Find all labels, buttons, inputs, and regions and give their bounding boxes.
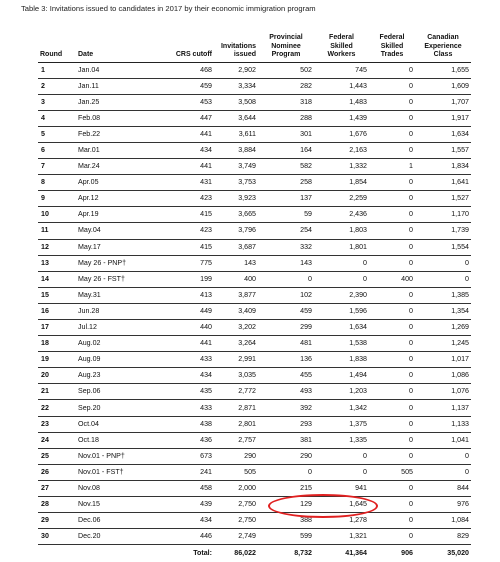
crs-cell: 775 [164, 255, 214, 271]
invitations-cell: 3,665 [214, 207, 258, 223]
cec-cell: 1,084 [415, 513, 471, 529]
crs-cell: 433 [164, 352, 214, 368]
fsw-cell: 1,538 [314, 336, 369, 352]
fst-cell: 0 [369, 320, 415, 336]
date-cell: May.04 [76, 223, 164, 239]
crs-cell: 415 [164, 207, 214, 223]
table-body [38, 62, 471, 545]
total-label: Total: [193, 549, 212, 558]
table-row [38, 513, 471, 529]
cec-cell: 1,017 [415, 352, 471, 368]
fsw-cell: 1,494 [314, 368, 369, 384]
fst-cell: 0 [369, 94, 415, 110]
fst-cell: 0 [369, 352, 415, 368]
cec-cell: 1,641 [415, 175, 471, 191]
invitations-cell: 3,202 [214, 320, 258, 336]
crs-cell: 415 [164, 239, 214, 255]
fst-cell: 400 [369, 271, 415, 287]
crs-cell: 436 [164, 432, 214, 448]
crs-cell: 434 [164, 142, 214, 158]
table-row [38, 480, 471, 496]
invitations-table [38, 18, 471, 562]
invitations-cell: 400 [214, 271, 258, 287]
invitations-cell: 2,801 [214, 416, 258, 432]
round-cell: 4 [38, 110, 76, 126]
fst-cell: 0 [369, 513, 415, 529]
cec-cell: 1,707 [415, 94, 471, 110]
invitations-cell: 143 [214, 255, 258, 271]
crs-cell: 468 [164, 62, 214, 78]
pnp-cell: 293 [258, 416, 314, 432]
fst-cell: 0 [369, 448, 415, 464]
date-cell: Aug.23 [76, 368, 164, 384]
table-row [38, 126, 471, 142]
round-cell: 1 [38, 62, 76, 78]
fsw-cell: 1,645 [314, 497, 369, 513]
header-cec: Canadian Experience Class [424, 34, 462, 59]
header-invitations: Invitations issued [220, 42, 256, 59]
pnp-cell: 582 [258, 159, 314, 175]
fsw-cell: 2,163 [314, 142, 369, 158]
header-row [38, 18, 471, 62]
invitations-cell: 3,884 [214, 142, 258, 158]
round-cell: 8 [38, 175, 76, 191]
table-row [38, 159, 471, 175]
total-pnp: 8,732 [294, 549, 312, 558]
pnp-cell: 258 [258, 175, 314, 191]
fsw-cell: 1,342 [314, 400, 369, 416]
pnp-cell: 254 [258, 223, 314, 239]
fsw-cell: 1,596 [314, 303, 369, 319]
date-cell: Sep.06 [76, 384, 164, 400]
table-caption: Table 3: Invitations issued to candidates in 2017 by their economic immigration program [21, 4, 316, 13]
round-cell: 10 [38, 207, 76, 223]
round-cell: 11 [38, 223, 76, 239]
pnp-cell: 0 [258, 271, 314, 287]
cec-cell: 844 [415, 480, 471, 496]
invitations-cell: 3,644 [214, 110, 258, 126]
fst-cell: 0 [369, 191, 415, 207]
table-row [38, 448, 471, 464]
cec-cell: 1,834 [415, 159, 471, 175]
fst-cell: 1 [369, 159, 415, 175]
date-cell: Apr.05 [76, 175, 164, 191]
pnp-cell: 388 [258, 513, 314, 529]
date-cell: Feb.22 [76, 126, 164, 142]
fst-cell: 0 [369, 223, 415, 239]
date-cell: May 26 - PNP† [76, 255, 164, 271]
round-cell: 17 [38, 320, 76, 336]
round-cell: 2 [38, 78, 76, 94]
fsw-cell: 1,278 [314, 513, 369, 529]
date-cell: Mar.01 [76, 142, 164, 158]
header-round: Round [40, 51, 63, 59]
pnp-cell: 102 [258, 287, 314, 303]
table-row [38, 255, 471, 271]
round-cell: 28 [38, 497, 76, 513]
date-cell: Aug.09 [76, 352, 164, 368]
cec-cell: 1,133 [415, 416, 471, 432]
cec-cell: 1,609 [415, 78, 471, 94]
fst-cell: 0 [369, 110, 415, 126]
fsw-cell: 941 [314, 480, 369, 496]
fsw-cell: 1,443 [314, 78, 369, 94]
cec-cell: 1,245 [415, 336, 471, 352]
table-row [38, 287, 471, 303]
invitations-cell: 3,796 [214, 223, 258, 239]
fsw-cell: 1,332 [314, 159, 369, 175]
round-cell: 19 [38, 352, 76, 368]
date-cell: Jan.04 [76, 62, 164, 78]
fsw-cell: 0 [314, 448, 369, 464]
crs-cell: 434 [164, 368, 214, 384]
total-cec: 35,020 [447, 549, 469, 558]
date-cell: Feb.08 [76, 110, 164, 126]
round-cell: 22 [38, 400, 76, 416]
fst-cell: 0 [369, 480, 415, 496]
table-row [38, 303, 471, 319]
cec-cell: 1,385 [415, 287, 471, 303]
date-cell: Mar.24 [76, 159, 164, 175]
pnp-cell: 59 [258, 207, 314, 223]
fsw-cell: 1,676 [314, 126, 369, 142]
fst-cell: 0 [369, 239, 415, 255]
fst-cell: 505 [369, 464, 415, 480]
cec-cell: 1,269 [415, 320, 471, 336]
crs-cell: 423 [164, 223, 214, 239]
pnp-cell: 164 [258, 142, 314, 158]
header-crs: CRS cutoff [175, 51, 212, 59]
fsw-cell: 1,321 [314, 529, 369, 545]
invitations-cell: 2,750 [214, 497, 258, 513]
invitations-cell: 3,264 [214, 336, 258, 352]
fsw-cell: 1,854 [314, 175, 369, 191]
cec-cell: 829 [415, 529, 471, 545]
fst-cell: 0 [369, 175, 415, 191]
pnp-cell: 318 [258, 94, 314, 110]
invitations-cell: 2,902 [214, 62, 258, 78]
table-row [38, 384, 471, 400]
date-cell: Apr.19 [76, 207, 164, 223]
pnp-cell: 301 [258, 126, 314, 142]
header-date: Date [78, 51, 94, 59]
fsw-cell: 2,390 [314, 287, 369, 303]
table-row [38, 464, 471, 480]
date-cell: Jun.28 [76, 303, 164, 319]
fsw-cell: 1,803 [314, 223, 369, 239]
invitations-cell: 3,334 [214, 78, 258, 94]
cec-cell: 0 [415, 464, 471, 480]
table-row [38, 432, 471, 448]
date-cell: Jul.12 [76, 320, 164, 336]
cec-cell: 1,170 [415, 207, 471, 223]
fst-cell: 0 [369, 368, 415, 384]
fsw-cell: 745 [314, 62, 369, 78]
crs-cell: 449 [164, 303, 214, 319]
pnp-cell: 137 [258, 191, 314, 207]
crs-cell: 453 [164, 94, 214, 110]
table-row [38, 239, 471, 255]
round-cell: 15 [38, 287, 76, 303]
table-row [38, 320, 471, 336]
table-row [38, 142, 471, 158]
table-row [38, 110, 471, 126]
fsw-cell: 1,375 [314, 416, 369, 432]
crs-cell: 434 [164, 513, 214, 529]
table-row [38, 207, 471, 223]
pnp-cell: 282 [258, 78, 314, 94]
date-cell: Aug.02 [76, 336, 164, 352]
cec-cell: 1,354 [415, 303, 471, 319]
cec-cell: 1,557 [415, 142, 471, 158]
cec-cell: 1,917 [415, 110, 471, 126]
pnp-cell: 392 [258, 400, 314, 416]
invitations-cell: 2,000 [214, 480, 258, 496]
cec-cell: 1,554 [415, 239, 471, 255]
cec-cell: 0 [415, 271, 471, 287]
cec-cell: 1,137 [415, 400, 471, 416]
cec-cell: 0 [415, 255, 471, 271]
crs-cell: 413 [164, 287, 214, 303]
round-cell: 24 [38, 432, 76, 448]
round-cell: 27 [38, 480, 76, 496]
round-cell: 30 [38, 529, 76, 545]
round-cell: 7 [38, 159, 76, 175]
invitations-cell: 3,611 [214, 126, 258, 142]
cec-cell: 1,655 [415, 62, 471, 78]
table-row [38, 352, 471, 368]
invitations-cell: 3,508 [214, 94, 258, 110]
cec-cell: 1,041 [415, 432, 471, 448]
table-row [38, 191, 471, 207]
cec-cell: 976 [415, 497, 471, 513]
round-cell: 18 [38, 336, 76, 352]
round-cell: 16 [38, 303, 76, 319]
round-cell: 26 [38, 464, 76, 480]
cec-cell: 0 [415, 448, 471, 464]
cec-cell: 1,634 [415, 126, 471, 142]
invitations-cell: 3,923 [214, 191, 258, 207]
pnp-cell: 502 [258, 62, 314, 78]
pnp-cell: 381 [258, 432, 314, 448]
crs-cell: 423 [164, 191, 214, 207]
table-row [38, 223, 471, 239]
crs-cell: 199 [164, 271, 214, 287]
date-cell: Nov.01 - FST† [76, 464, 164, 480]
fst-cell: 0 [369, 287, 415, 303]
round-cell: 25 [38, 448, 76, 464]
invitations-cell: 3,409 [214, 303, 258, 319]
pnp-cell: 332 [258, 239, 314, 255]
fsw-cell: 2,436 [314, 207, 369, 223]
table-row [38, 368, 471, 384]
crs-cell: 438 [164, 416, 214, 432]
date-cell: Jan.11 [76, 78, 164, 94]
fst-cell: 0 [369, 126, 415, 142]
fsw-cell: 1,203 [314, 384, 369, 400]
fst-cell: 0 [369, 303, 415, 319]
pnp-cell: 481 [258, 336, 314, 352]
pnp-cell: 299 [258, 320, 314, 336]
date-cell: Apr.12 [76, 191, 164, 207]
invitations-cell: 3,877 [214, 287, 258, 303]
fsw-cell: 1,335 [314, 432, 369, 448]
crs-cell: 440 [164, 320, 214, 336]
invitations-cell: 2,750 [214, 513, 258, 529]
table-row [38, 175, 471, 191]
table-row [38, 271, 471, 287]
fst-cell: 0 [369, 432, 415, 448]
round-cell: 20 [38, 368, 76, 384]
round-cell: 13 [38, 255, 76, 271]
invitations-cell: 505 [214, 464, 258, 480]
table-row [38, 416, 471, 432]
crs-cell: 447 [164, 110, 214, 126]
invitations-cell: 2,757 [214, 432, 258, 448]
invitations-cell: 290 [214, 448, 258, 464]
pnp-cell: 215 [258, 480, 314, 496]
fsw-cell: 0 [314, 464, 369, 480]
fsw-cell: 1,439 [314, 110, 369, 126]
table-row [38, 529, 471, 545]
date-cell: May 26 - FST† [76, 271, 164, 287]
pnp-cell: 290 [258, 448, 314, 464]
date-cell: Nov.15 [76, 497, 164, 513]
date-cell: Nov.08 [76, 480, 164, 496]
table-row [38, 497, 471, 513]
pnp-cell: 143 [258, 255, 314, 271]
cec-cell: 1,739 [415, 223, 471, 239]
fst-cell: 0 [369, 416, 415, 432]
fsw-cell: 1,634 [314, 320, 369, 336]
table-row [38, 400, 471, 416]
crs-cell: 433 [164, 400, 214, 416]
header-pnp: Provincial Nominee Program [269, 34, 303, 59]
pnp-cell: 599 [258, 529, 314, 545]
pnp-cell: 0 [258, 464, 314, 480]
fsw-cell: 1,483 [314, 94, 369, 110]
cec-cell: 1,086 [415, 368, 471, 384]
date-cell: Sep.20 [76, 400, 164, 416]
invitations-cell: 3,687 [214, 239, 258, 255]
invitations-cell: 3,753 [214, 175, 258, 191]
total-row [38, 545, 471, 562]
total-fst: 906 [401, 549, 413, 558]
table-row [38, 94, 471, 110]
pnp-cell: 455 [258, 368, 314, 384]
table-row [38, 78, 471, 94]
invitations-cell: 3,749 [214, 159, 258, 175]
fst-cell: 0 [369, 255, 415, 271]
round-cell: 9 [38, 191, 76, 207]
fst-cell: 0 [369, 78, 415, 94]
fsw-cell: 0 [314, 271, 369, 287]
header-fst: Federal Skilled Trades [379, 34, 405, 59]
total-invitations: 86,022 [234, 549, 256, 558]
cec-cell: 1,527 [415, 191, 471, 207]
crs-cell: 441 [164, 159, 214, 175]
table-row [38, 62, 471, 78]
total-fsw: 41,364 [345, 549, 367, 558]
cec-cell: 1,076 [415, 384, 471, 400]
fst-cell: 0 [369, 207, 415, 223]
crs-cell: 435 [164, 384, 214, 400]
crs-cell: 441 [164, 126, 214, 142]
fst-cell: 0 [369, 400, 415, 416]
round-cell: 5 [38, 126, 76, 142]
round-cell: 23 [38, 416, 76, 432]
invitations-cell: 2,772 [214, 384, 258, 400]
round-cell: 21 [38, 384, 76, 400]
invitations-cell: 2,749 [214, 529, 258, 545]
round-cell: 6 [38, 142, 76, 158]
fst-cell: 0 [369, 384, 415, 400]
date-cell: Jan.25 [76, 94, 164, 110]
table-row [38, 336, 471, 352]
crs-cell: 458 [164, 480, 214, 496]
pnp-cell: 136 [258, 352, 314, 368]
fsw-cell: 2,259 [314, 191, 369, 207]
fst-cell: 0 [369, 142, 415, 158]
pnp-cell: 493 [258, 384, 314, 400]
date-cell: May.31 [76, 287, 164, 303]
round-cell: 29 [38, 513, 76, 529]
round-cell: 3 [38, 94, 76, 110]
fst-cell: 0 [369, 62, 415, 78]
fst-cell: 0 [369, 497, 415, 513]
round-cell: 14 [38, 271, 76, 287]
date-cell: May.17 [76, 239, 164, 255]
pnp-cell: 129 [258, 497, 314, 513]
pnp-cell: 288 [258, 110, 314, 126]
fst-cell: 0 [369, 336, 415, 352]
date-cell: Dec.20 [76, 529, 164, 545]
date-cell: Oct.04 [76, 416, 164, 432]
crs-cell: 439 [164, 497, 214, 513]
fsw-cell: 1,801 [314, 239, 369, 255]
crs-cell: 459 [164, 78, 214, 94]
pnp-cell: 459 [258, 303, 314, 319]
date-cell: Oct.18 [76, 432, 164, 448]
date-cell: Nov.01 - PNP† [76, 448, 164, 464]
header-fsw: Federal Skilled Workers [327, 34, 356, 59]
invitations-cell: 2,871 [214, 400, 258, 416]
crs-cell: 431 [164, 175, 214, 191]
invitations-cell: 3,035 [214, 368, 258, 384]
date-cell: Dec.06 [76, 513, 164, 529]
crs-cell: 241 [164, 464, 214, 480]
invitations-cell: 2,991 [214, 352, 258, 368]
fst-cell: 0 [369, 529, 415, 545]
crs-cell: 441 [164, 336, 214, 352]
crs-cell: 446 [164, 529, 214, 545]
fsw-cell: 0 [314, 255, 369, 271]
crs-cell: 673 [164, 448, 214, 464]
fsw-cell: 1,838 [314, 352, 369, 368]
round-cell: 12 [38, 239, 76, 255]
